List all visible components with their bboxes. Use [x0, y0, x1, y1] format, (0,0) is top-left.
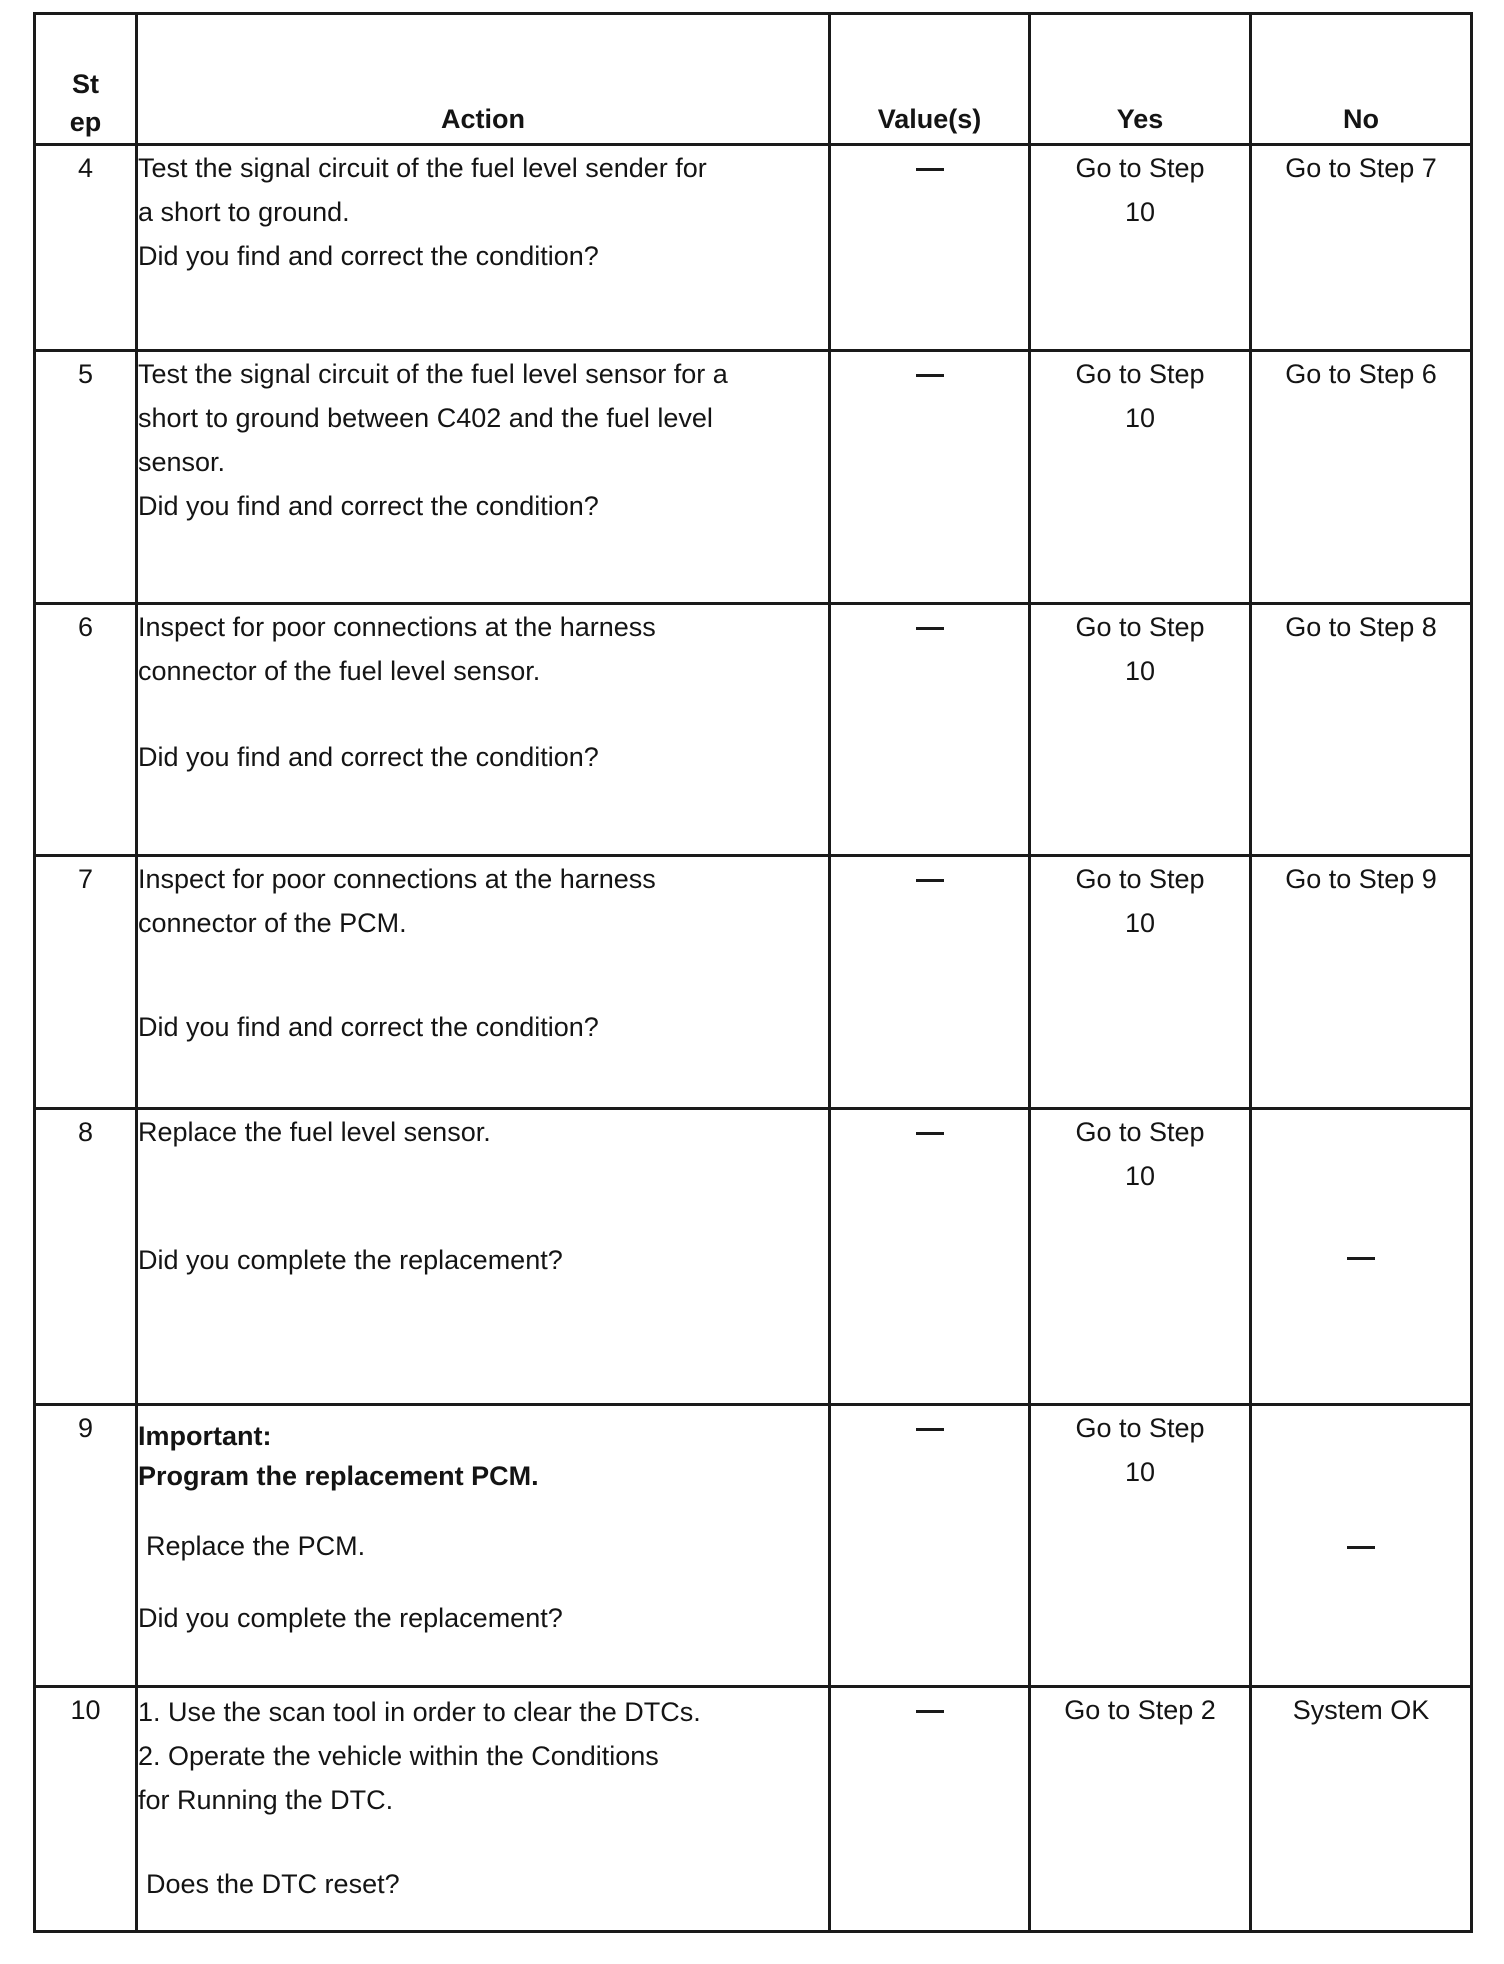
header-step-line1: St: [72, 69, 99, 99]
action-line: sensor.: [138, 447, 226, 477]
yes-line: 10: [1124, 656, 1156, 686]
action-cell: [137, 604, 830, 856]
no-cell: [1251, 1405, 1472, 1687]
step-number: 6: [35, 604, 137, 856]
action-line: Did you complete the replacement?: [138, 1603, 563, 1633]
header-values: Value(s): [830, 14, 1030, 145]
table-row-step-4: [35, 145, 1472, 351]
yes-line: 10: [1124, 197, 1156, 227]
step-number: 5: [35, 351, 137, 604]
yes-line: 10: [1124, 403, 1156, 433]
yes-line: 10: [1124, 908, 1156, 938]
action-cell: [137, 856, 830, 1109]
step-number: 8: [35, 1109, 137, 1405]
no-cell: Go to Step 6: [1251, 351, 1472, 604]
action-line: short to ground between C402 and the fuel level: [138, 403, 713, 433]
yes-line: Go to Step: [1075, 864, 1205, 894]
yes-line: 10: [1124, 1457, 1156, 1487]
value-cell: [830, 1109, 1030, 1405]
no-cell: System OK: [1251, 1687, 1472, 1932]
value-cell: [830, 604, 1030, 856]
table-row-step-7: [35, 856, 1472, 1109]
spacer: [138, 693, 828, 735]
action-line: Replace the fuel level sensor.: [138, 1117, 491, 1147]
dash-mark: [916, 1710, 944, 1713]
action-line: Does the DTC reset?: [146, 1869, 400, 1899]
header-action: Action: [137, 14, 830, 145]
diagnostic-table: [33, 12, 1473, 1933]
yes-cell: [1030, 1109, 1251, 1405]
table-row-step-9: [35, 1405, 1472, 1687]
action-cell: [137, 1687, 830, 1932]
step-number: 9: [35, 1405, 137, 1687]
yes-line: Go to Step: [1075, 612, 1205, 642]
action-line: Replace the PCM.: [146, 1531, 366, 1561]
table-row-step-6: [35, 604, 1472, 856]
step-number: 7: [35, 856, 137, 1109]
action-line: a short to ground.: [138, 197, 350, 227]
dash-mark: [916, 1132, 944, 1135]
no-cell: Go to Step 7: [1251, 145, 1472, 351]
spacer: [138, 1568, 828, 1596]
dash-mark: [916, 374, 944, 377]
action-line: 1. Use the scan tool in order to clear the DTCs.: [138, 1697, 701, 1727]
value-cell: [830, 856, 1030, 1109]
no-cell: Go to Step 8: [1251, 604, 1472, 856]
spacer: [138, 1496, 828, 1524]
step-number: 10: [35, 1687, 137, 1932]
yes-cell: [1030, 604, 1251, 856]
header-step: [35, 14, 137, 145]
no-cell: Go to Step 9: [1251, 856, 1472, 1109]
value-cell: [830, 351, 1030, 604]
yes-cell: [1030, 145, 1251, 351]
step-number: 4: [35, 145, 137, 351]
action-line: Did you complete the replacement?: [138, 1245, 563, 1275]
action-line: Inspect for poor connections at the harness: [138, 864, 656, 894]
action-line: Did you find and correct the condition?: [138, 241, 599, 271]
value-cell: [830, 1687, 1030, 1932]
action-line: for Running the DTC.: [138, 1785, 394, 1815]
action-line: Did you find and correct the condition?: [138, 1012, 599, 1042]
no-cell: [1251, 1109, 1472, 1405]
yes-cell: [1030, 351, 1251, 604]
action-line: Did you find and correct the condition?: [138, 742, 599, 772]
header-no: No: [1251, 14, 1472, 145]
action-line: 2. Operate the vehicle within the Conditions: [138, 1741, 659, 1771]
yes-line: Go to Step: [1075, 359, 1205, 389]
action-line: connector of the PCM.: [138, 908, 407, 938]
action-line: connector of the fuel level sensor.: [138, 656, 541, 686]
dash-mark: [916, 879, 944, 882]
spacer: [138, 1822, 828, 1862]
action-cell: [137, 1405, 830, 1687]
spacer: [138, 1154, 828, 1238]
dash-mark: [916, 1428, 944, 1431]
yes-line: Go to Step: [1075, 153, 1205, 183]
table-row-step-10: [35, 1687, 1472, 1932]
value-cell: [830, 1405, 1030, 1687]
yes-cell: [1030, 1405, 1251, 1687]
yes-cell: [1030, 856, 1251, 1109]
spacer: [138, 945, 828, 1005]
table-header-row: [35, 14, 1472, 145]
action-line: Inspect for poor connections at the harness: [138, 612, 656, 642]
yes-line: 10: [1124, 1161, 1156, 1191]
action-line: Test the signal circuit of the fuel level sender for: [138, 153, 707, 183]
action-cell: [137, 145, 830, 351]
dash-mark: [916, 627, 944, 630]
yes-line: Go to Step: [1075, 1413, 1205, 1443]
yes-line: Go to Step: [1075, 1117, 1205, 1147]
table-row-step-5: [35, 351, 1472, 604]
dash-mark: [916, 168, 944, 171]
dash-mark: [1347, 1257, 1375, 1260]
yes-cell: Go to Step 2: [1030, 1687, 1251, 1932]
action-line: Test the signal circuit of the fuel level sensor for a: [138, 359, 728, 389]
important-note: Program the replacement PCM.: [138, 1461, 539, 1491]
dash-mark: [1347, 1546, 1375, 1549]
important-label: Important:: [138, 1421, 272, 1451]
header-yes: Yes: [1030, 14, 1251, 145]
table-row-step-8: [35, 1109, 1472, 1405]
action-cell: [137, 351, 830, 604]
action-cell: [137, 1109, 830, 1405]
header-step-line2: ep: [69, 107, 102, 137]
action-line: Did you find and correct the condition?: [138, 491, 599, 521]
value-cell: [830, 145, 1030, 351]
